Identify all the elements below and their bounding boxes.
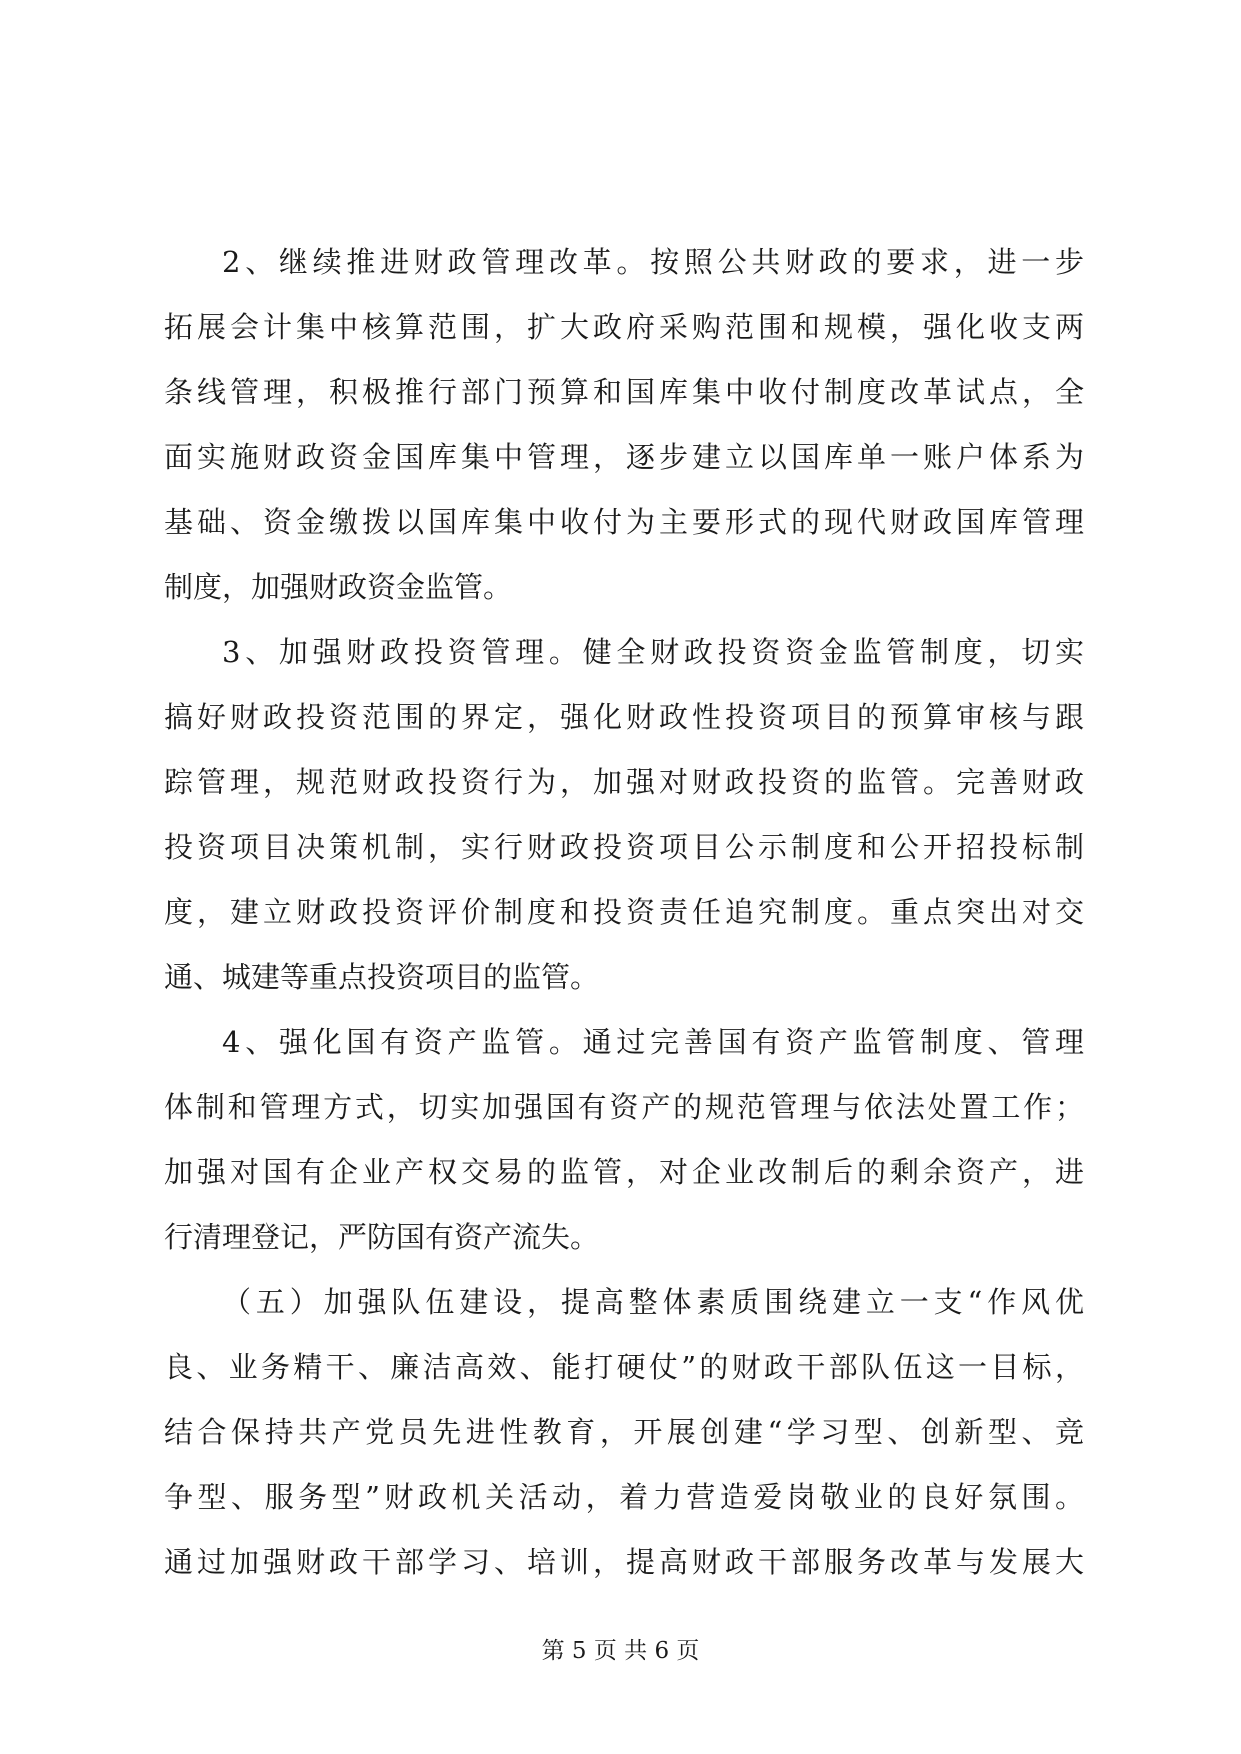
paragraph-4-line-3: 加强对国有企业产权交易的监管，对企业改制后的剩余资产，进 [164,1155,1084,1189]
paragraph-3-line-6: 通、城建等重点投资项目的监管。 [164,960,600,994]
paragraph-2-line-4: 面实施财政资金国库集中管理，逐步建立以国库单一账户体系为 [164,440,1084,474]
body-text [164,230,1084,1595]
paragraph-2-line-1: 2、继续推进财政管理改革。按照公共财政的要求，进一步 [222,245,1084,279]
paragraph-5-line-3: 结合保持共产党员先进性教育，开展创建“学习型、创新型、竞 [164,1415,1084,1449]
paragraph-5-line-2: 良、业务精干、廉洁高效、能打硬仗”的财政干部队伍这一目标， [164,1350,1084,1384]
paragraph-3-line-2: 搞好财政投资范围的界定，强化财政性投资项目的预算审核与跟 [164,700,1084,734]
page-footer: 第 5 页 共 6 页 [541,1638,700,1664]
paragraph-4-line-1: 4、强化国有资产监管。通过完善国有资产监管制度、管理 [222,1025,1084,1059]
paragraph-3-line-5: 度，建立财政投资评价制度和投资责任追究制度。重点突出对交 [164,895,1084,929]
paragraph-3-line-4: 投资项目决策机制，实行财政投资项目公示制度和公开招投标制 [164,830,1084,864]
paragraph-4-line-2: 体制和管理方式，切实加强国有资产的规范管理与依法处置工作； [164,1090,1084,1124]
paragraph-5-line-5: 通过加强财政干部学习、培训，提高财政干部服务改革与发展大 [164,1545,1084,1579]
paragraph-2-line-2: 拓展会计集中核算范围，扩大政府采购范围和规模，强化收支两 [164,310,1084,344]
paragraph-5-line-4: 争型、服务型”财政机关活动，着力营造爱岗敬业的良好氛围。 [164,1480,1084,1514]
paragraph-2-line-3: 条线管理，积极推行部门预算和国库集中收付制度改革试点，全 [164,375,1084,409]
paragraph-3-line-1: 3、加强财政投资管理。健全财政投资资金监管制度，切实 [222,635,1084,669]
paragraph-2-line-6: 制度，加强财政资金监管。 [164,570,513,604]
paragraph-4-line-4: 行清理登记，严防国有资产流失。 [164,1220,600,1254]
paragraph-5-line-1: （五）加强队伍建设，提高整体素质围绕建立一支“作风优 [222,1285,1084,1319]
paragraph-2-line-5: 基础、资金缴拨以国库集中收付为主要形式的现代财政国库管理 [164,505,1084,539]
paragraph-3-line-3: 踪管理，规范财政投资行为，加强对财政投资的监管。完善财政 [164,765,1084,799]
